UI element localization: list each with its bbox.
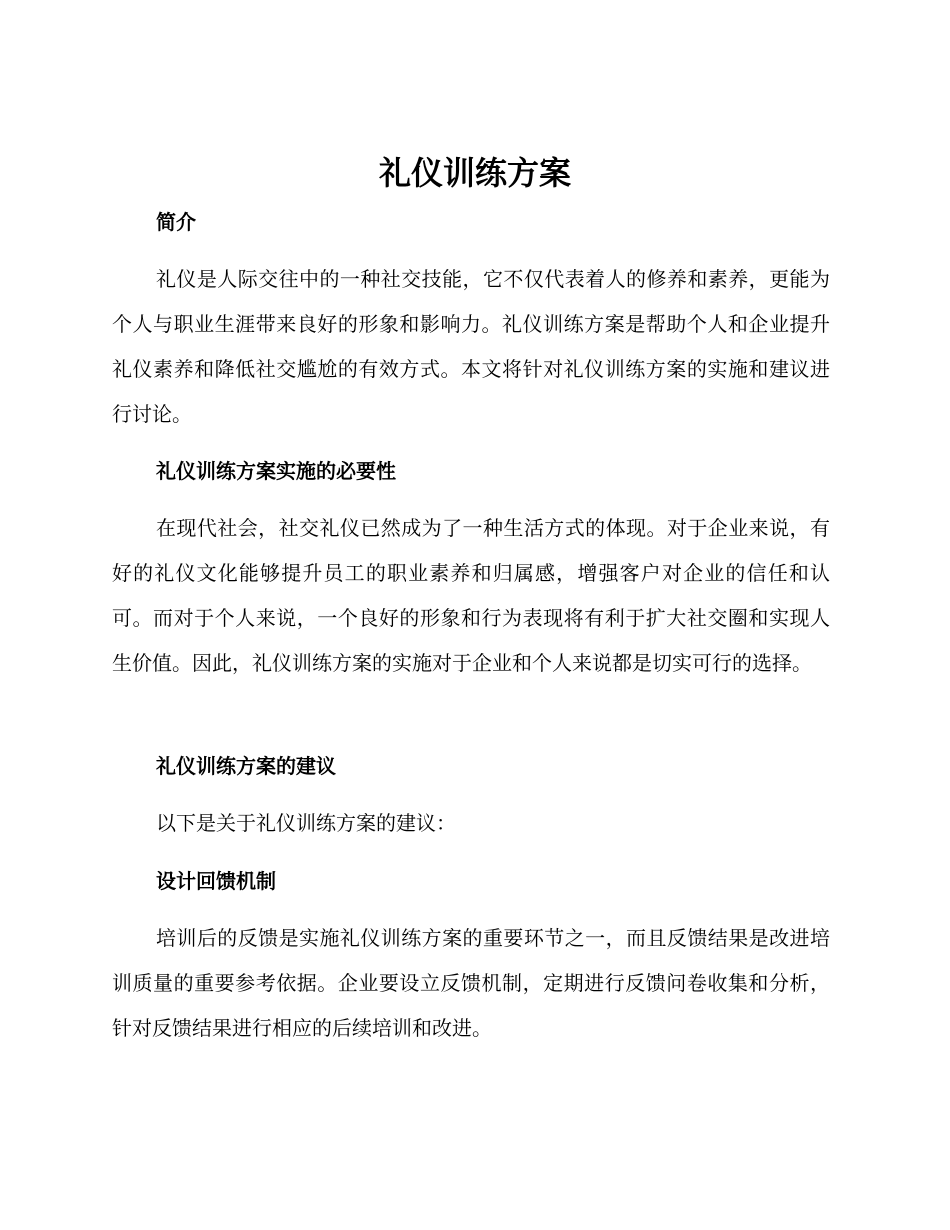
document-title: 礼仪训练方案 [378, 154, 571, 192]
section-heading-feedback: 设计回馈机制 [156, 869, 276, 893]
paragraph-feedback: 培训后的反馈是实施礼仪训练方案的重要环节之一，而且反馈结果是改进培训质量的重要参考依据。企业要设立反馈机制，定期进行反馈问卷收集和分析，针对反馈结果进行相应的后续培训和改进。 [112, 926, 830, 1040]
section-heading-necessity: 礼仪训练方案实施的必要性 [156, 459, 396, 483]
paragraph-intro: 礼仪是人际交往中的一种社交技能，它不仅代表着人的修养和素养，更能为个人与职业生涯带来良好的形象和影响力。礼仪训练方案是帮助个人和企业提升礼仪素养和降低社交尴尬的有效方式。本文将针对礼仪训练方案的实施和建议进行讨论。 [112, 267, 830, 426]
paragraph-suggestions: 以下是关于礼仪训练方案的建议： [156, 811, 456, 835]
section-heading-suggestions: 礼仪训练方案的建议 [156, 754, 336, 778]
paragraph-necessity: 在现代社会，社交礼仪已然成为了一种生活方式的体现。对于企业来说，有好的礼仪文化能够提升员工的职业素养和归属感，增强客户对企业的信任和认可。而对于个人来说，一个良好的形象和行为表现将有利于扩大社交圈和实现人生价值。因此，礼仪训练方案的实施对于企业和个人来说都是切实可行的选择。 [112, 516, 830, 675]
section-heading-intro: 简介 [156, 210, 196, 234]
